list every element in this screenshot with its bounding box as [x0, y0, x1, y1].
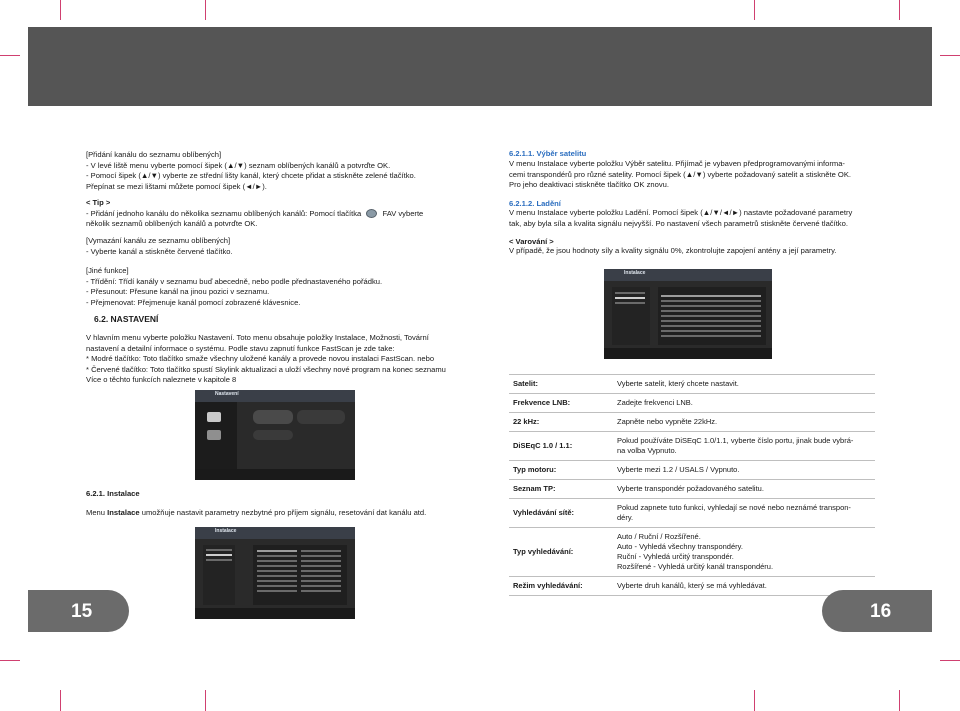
crop-mark	[899, 690, 900, 711]
crop-mark	[754, 0, 755, 20]
crop-mark	[205, 0, 206, 20]
table-row: Seznam TP: Vyberte transpondér požadovaného satelitu.	[509, 480, 875, 499]
options-icon	[207, 430, 221, 440]
table-row: Frekvence LNB: Zadejte frekvenci LNB.	[509, 394, 875, 413]
crop-mark	[205, 690, 206, 711]
crop-mark	[60, 690, 61, 711]
install-screenshot-left	[195, 527, 355, 619]
tip-heading: < Tip >	[86, 198, 111, 207]
satellite-select-heading: 6.2.1.1. Výběr satelitu	[509, 149, 587, 158]
install-body: Menu Instalace umožňuje nastavit parametry nezbytné pro příjem signálu, resetování dat kanálu atd.	[86, 508, 427, 517]
table-row: DiSEqC 1.0 / 1.1: Pokud používáte DiSEqC 1.0/1.1, vyberte číslo portu, jinak bude vybrá- na volba Vypnuto.	[509, 432, 875, 461]
crop-mark	[899, 0, 900, 20]
warning-heading: < Varování >	[509, 237, 554, 246]
tuning-body: V menu Instalace vyberte položku Ladění. Pomocí šipek (▲/▼/◄/►) nastavte požadované parametry tak, aby byla síla a kvalita signálu nejvyšší. Po nastavení všech parametrů stiskněte červené tlačítko.	[509, 208, 853, 228]
crop-mark	[0, 660, 20, 661]
screenshot-title: Instalace	[624, 270, 646, 276]
crop-mark	[940, 660, 960, 661]
section-heading: 6.2. NASTAVENÍ	[94, 314, 159, 324]
header-band	[28, 27, 932, 106]
tuning-heading: 6.2.1.2. Ladění	[509, 199, 561, 208]
table-row: Typ motoru: Vyberte mezi 1.2 / USALS / Vypnuto.	[509, 461, 875, 480]
fav-button-icon	[366, 209, 377, 218]
install-screenshot-right	[604, 269, 772, 359]
satellite-select-body: V menu Instalace vyberte položku Výběr satelitu. Přijímač je vybaven předprogramovanými informa- cemi transpondérů pro různé satelity. Pomocí šipek (▲/▼) vyberte požadovaný satelit a stiskněte OK. Pro jeho deaktivaci stiskněte tlačítko OK znovu.	[509, 159, 851, 190]
warning-body: V případě, že jsou hodnoty síly a kvality signálu 0%, zkontrolujte zapojení antény a její parametry.	[509, 246, 837, 255]
section-body: V hlavním menu vyberte položku Nastavení. Toto menu obsahuje položky Instalace, Možnosti, Tovární nastavení a detailní informace o systému. Podle stavu zapnutí funkce FastScan je zde take: * Modré tlačítko: Toto tlačítko smaže všechny uložené kanály a provede novou instalaci FastScan. nebo * Červené tlačítko: Toto tlačítko spustí Skylink aktualizaci a uloží všechny nové program na konec seznamu Více o těchto funkcích naleznete v kapitole 8	[86, 333, 446, 385]
settings-menu-screenshot	[195, 390, 355, 480]
install-parameters-table	[509, 374, 875, 596]
table-row: 22 kHz: Zapněte nebo vypněte 22kHz.	[509, 413, 875, 432]
favorites-delete-block: [Vymazání kanálu ze seznamu oblíbených] - Vyberte kanál a stiskněte červené tlačítko.	[86, 236, 233, 256]
crop-mark	[60, 0, 61, 20]
install-subheading: 6.2.1. Instalace	[86, 489, 140, 498]
crop-mark	[754, 690, 755, 711]
screenshot-title: Nastavení	[215, 391, 239, 397]
screenshot-title: Instalace	[215, 528, 237, 534]
table-row: Režim vyhledávání: Vyberte druh kanálů, který se má vyhledávat.	[509, 577, 875, 596]
crop-mark	[940, 55, 960, 56]
other-functions-block: [Jiné funkce] - Třídění: Třídí kanály v seznamu buď abecedně, nebo podle přednastaveného pořádku. - Přesunout: Přesune kanál na jinou pozici v seznamu. - Přejmenovat: Přejmenuje kanál pomocí zobrazené klávesnice.	[86, 266, 383, 307]
favorites-add-block: [Přidání kanálu do seznamu oblíbených] - V levé liště menu vyberte pomocí šipek (▲/▼) seznam oblíbených kanálů a potvrďte OK. - Pomocí šipek (▲/▼) vyberte ze střední lišty kanál, který chcete přidat a stiskněte zelené tlačítko. Přepínat se mezi lištami můžete pomocí šipek (◄/►).	[86, 150, 416, 191]
table-row: Satelit: Vyberte satelit, který chcete nastavit.	[509, 375, 875, 394]
tip-block: < Tip > - Přidání jednoho kanálu do několika seznamu oblíbených kanálů: Pomocí tlačítka FAV vyberte několik seznamů oblíbených kanálů a potvrďte OK.	[86, 198, 486, 230]
table-row: Typ vyhledávání: Auto / Ruční / Rozšířené. Auto - Vyhledá všechny transpondéry. Ruční - Vyhledá určitý transpondér. Rozšířené - Vyhledá určitý kanál transpondéru.	[509, 528, 875, 577]
page-number-right: 16	[822, 590, 932, 632]
page-number-left: 15	[28, 590, 129, 632]
table-row: Vyhledávání sítě: Pokud zapnete tuto funkci, vyhledají se nové nebo neznámé transpon- déry.	[509, 499, 875, 528]
install-icon	[207, 412, 221, 422]
crop-mark	[0, 55, 20, 56]
